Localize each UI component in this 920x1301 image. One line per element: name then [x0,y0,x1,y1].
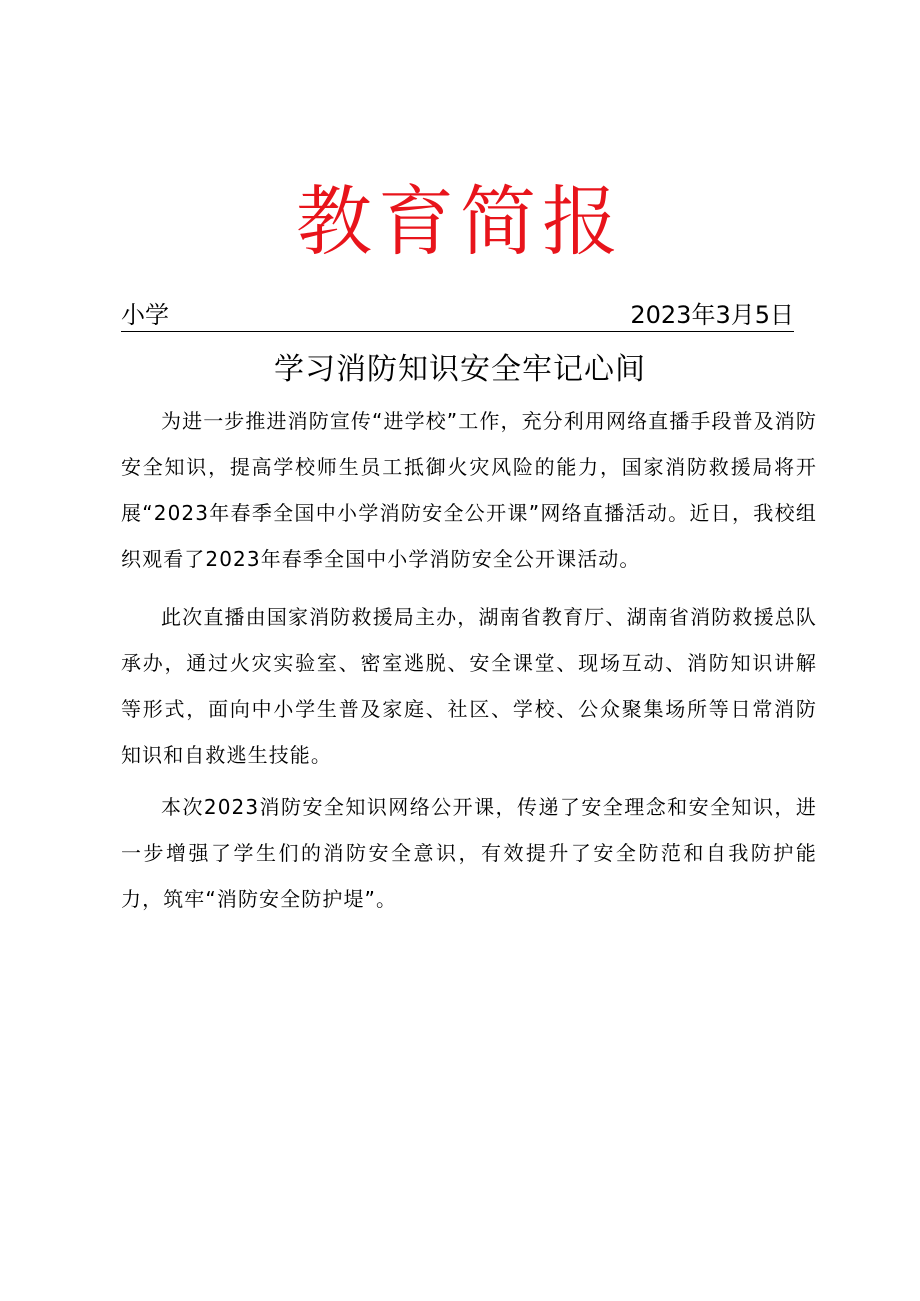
paragraph-1: 为进一步推进消防宣传“进学校”工作，充分利用网络直播手段普及消防安全知识，提高学校师生员工抵御火灾风险的能力，国家消防救援局将开展“2023年春季全国中小学消防安全公开课”网络直播活动。近日，我校组织观看了2023年春季全国中小学消防安全公开课活动。 [121,409,817,571]
article-body [121,398,817,922]
paragraph-2: 此次直播由国家消防救援局主办，湖南省教育厅、湖南省消防救援总队承办，通过火灾实验室、密室逃脱、安全课堂、现场互动、消防知识讲解等形式，面向中小学生普及家庭、社区、学校、公众聚集场所等日常消防知识和自救逃生技能。 [121,605,817,767]
organization-name: 小学 [121,301,169,329]
masthead-title: 教育简报 [296,177,624,266]
issue-date: 2023年3月5日 [630,301,794,329]
article-title: 学习消防知识安全牢记心间 [274,352,646,387]
paragraph-3: 本次2023消防安全知识网络公开课，传递了安全理念和安全知识，进一步增强了学生们的消防安全意识，有效提升了安全防范和自我防护能力，筑牢“消防安全防护堤”。 [121,795,817,911]
header-rule-row [121,300,794,332]
